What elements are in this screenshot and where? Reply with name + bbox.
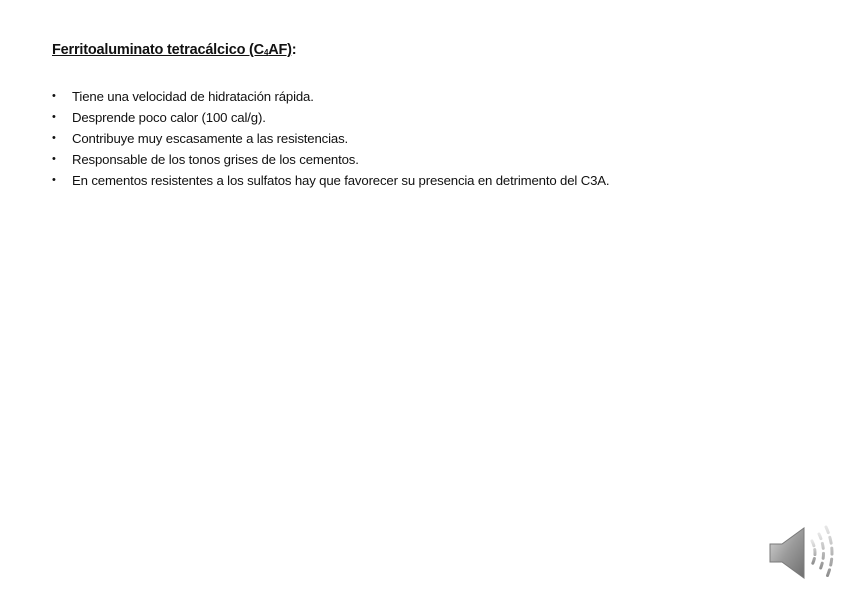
bullet-list xyxy=(52,86,609,191)
slide-title-main: Ferritoaluminato tetracálcico (C xyxy=(52,42,264,58)
bullet-text: Responsable de los tonos grises de los cementos. xyxy=(72,152,359,167)
bullet-text: En cementos resistentes a los sulfatos hay que favorecer su presencia en detrimento del C3A. xyxy=(72,173,610,188)
bullet-dot: • xyxy=(52,174,56,186)
bullet-dot: • xyxy=(52,90,56,102)
bullet-item xyxy=(52,170,609,191)
bullet-text: Contribuye muy escasamente a las resistencias. xyxy=(72,131,349,146)
bullet-item xyxy=(52,86,609,107)
bullet-dot: • xyxy=(52,153,56,165)
slide-title-colon: : xyxy=(291,42,297,58)
speaker-icon-graphic xyxy=(766,520,838,586)
slide-title-subscript: 4 xyxy=(263,48,269,57)
slide-title-end: AF) xyxy=(268,42,292,58)
bullet-dot: • xyxy=(52,132,56,144)
bullet-item xyxy=(52,149,609,170)
bullet-text: Desprende poco calor (100 cal/g). xyxy=(72,110,266,125)
bullet-item xyxy=(52,128,609,149)
speaker-icon[interactable] xyxy=(766,520,838,586)
bullet-text: Tiene una velocidad de hidratación rápida. xyxy=(72,89,314,104)
slide-title xyxy=(52,42,296,58)
bullet-item xyxy=(52,107,609,128)
bullet-dot: • xyxy=(52,111,56,123)
slide-title-underlined xyxy=(52,42,292,58)
